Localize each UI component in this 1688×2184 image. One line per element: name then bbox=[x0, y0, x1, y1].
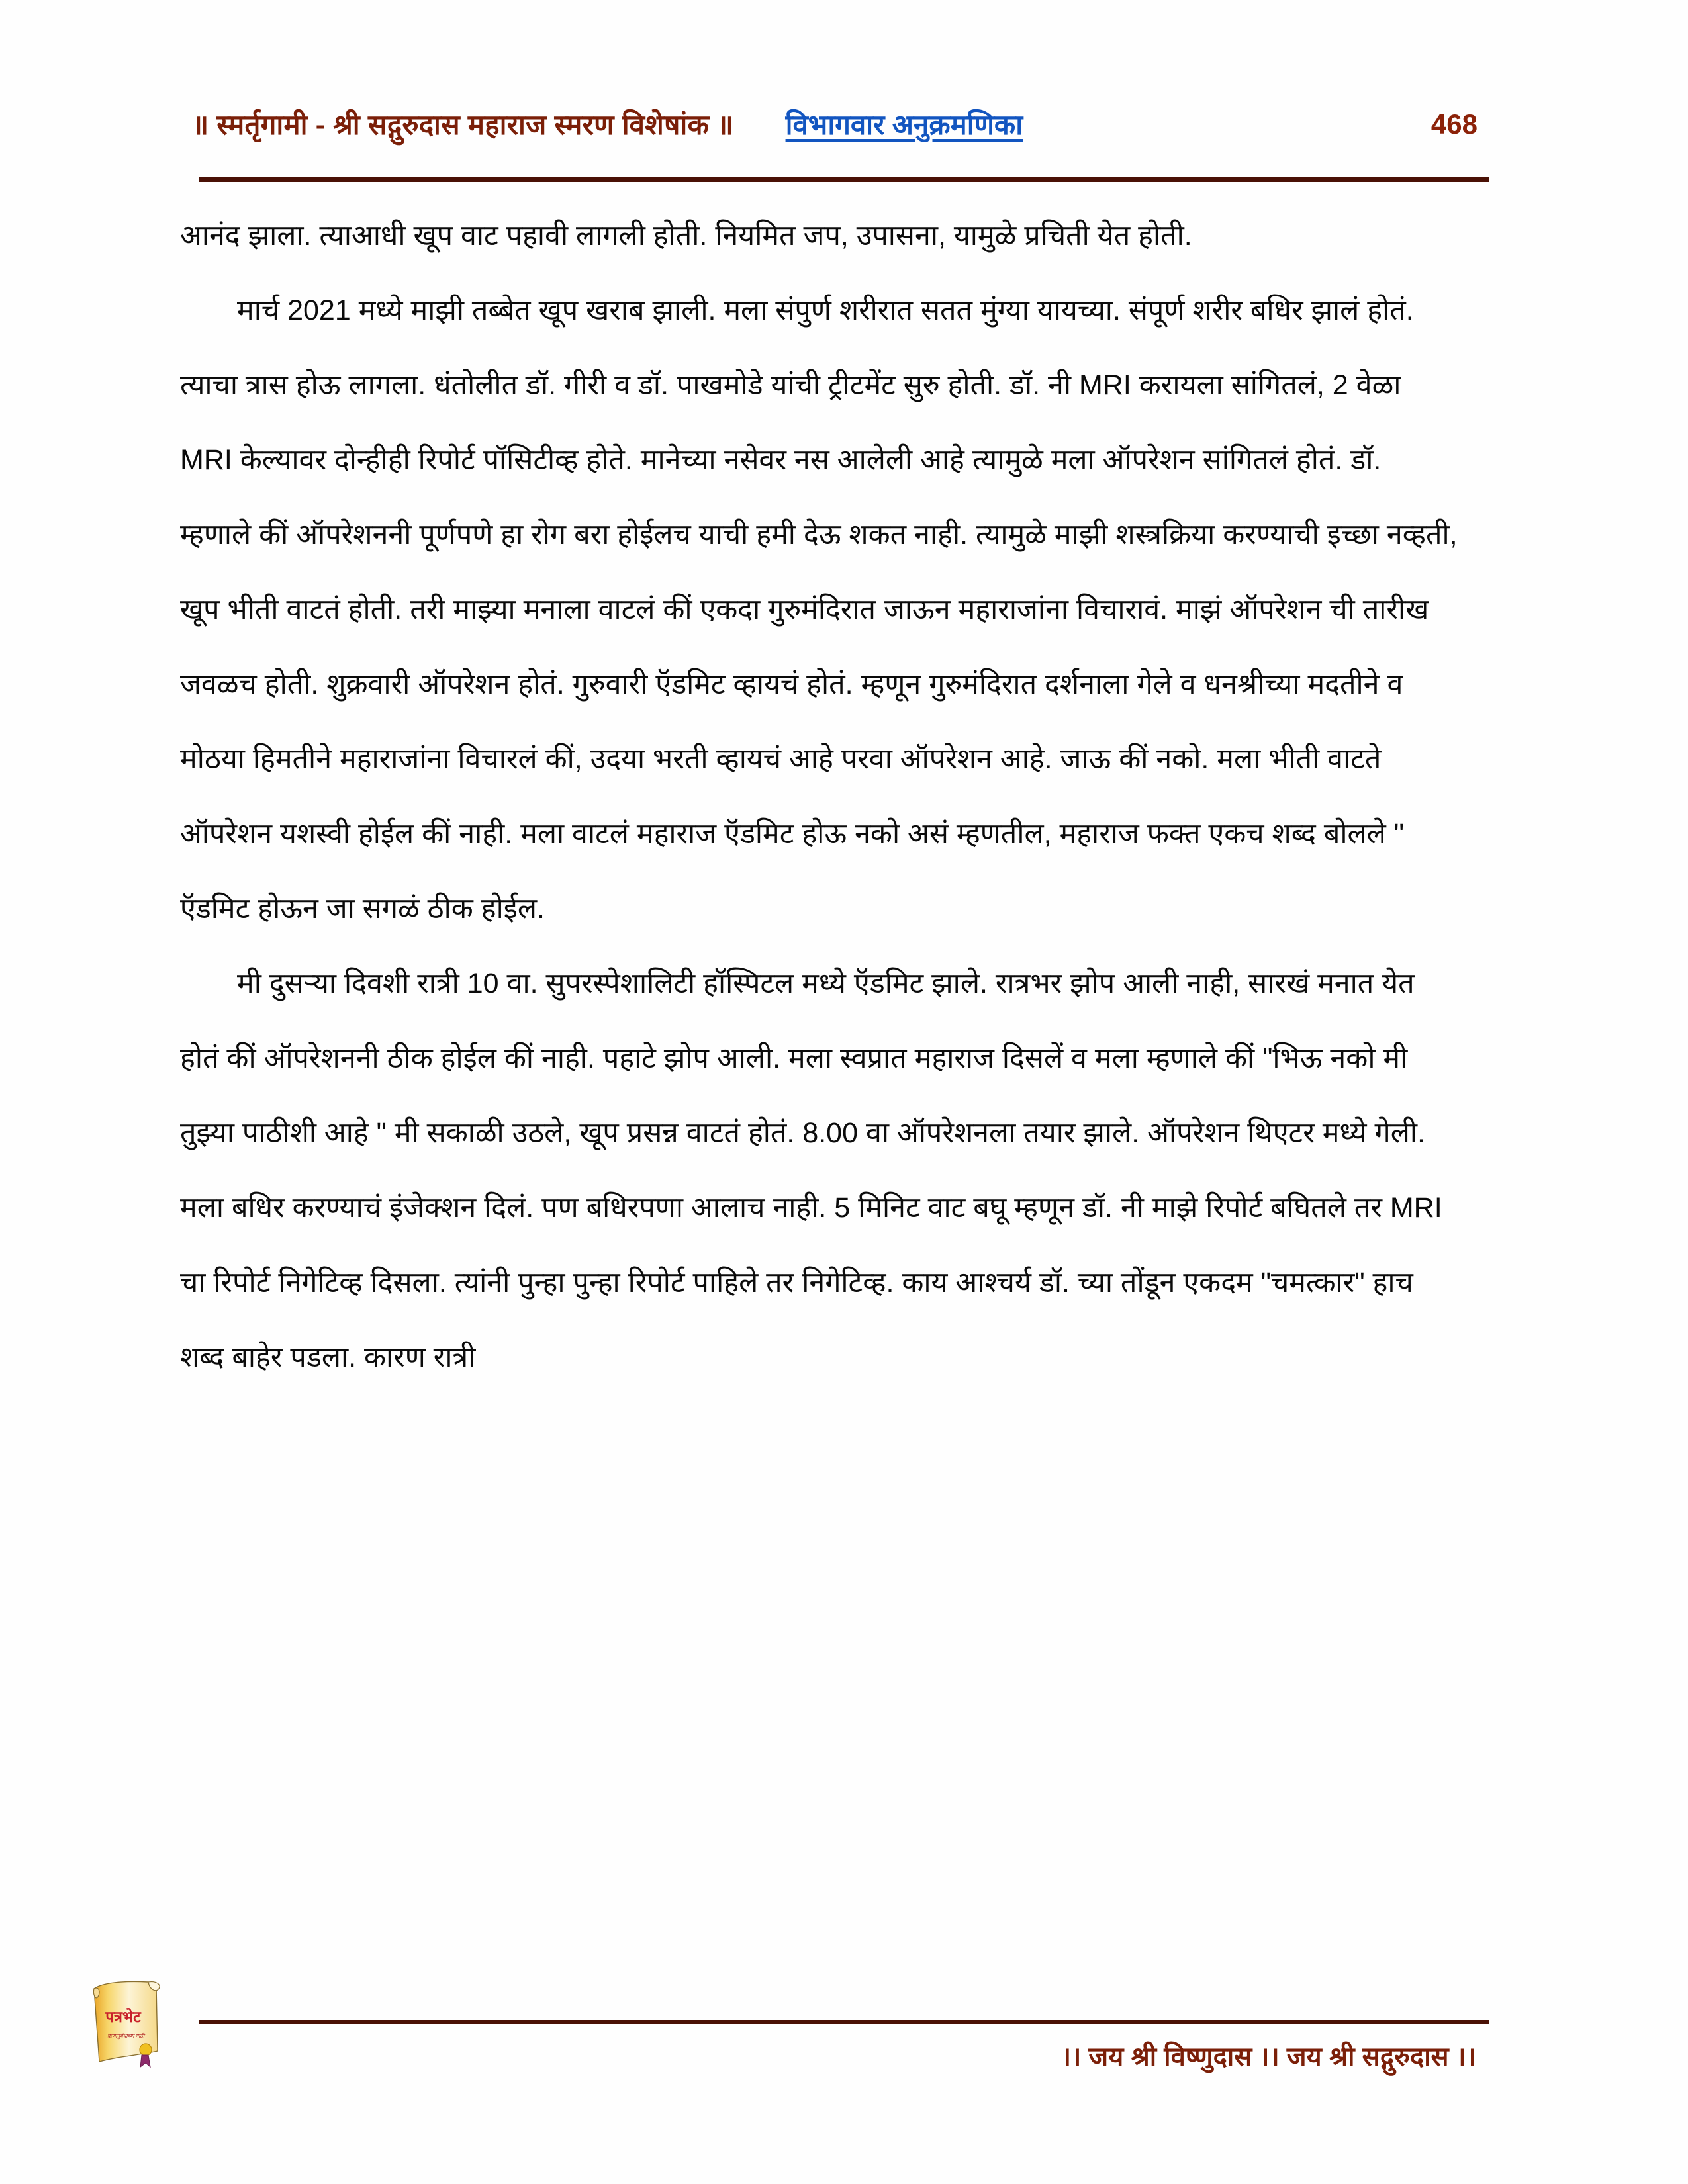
patrabhet-scroll-logo bbox=[85, 1969, 171, 2068]
logo-tagline: ऋणानुबंधाच्या गाठी bbox=[107, 2033, 145, 2039]
publication-title: ॥ स्मर्तृगामी - श्री सद्गुरुदास महाराज स्मरण विशेषांक ॥ bbox=[192, 109, 734, 140]
page-header bbox=[192, 93, 1489, 156]
index-link[interactable]: विभागवार अनुक्रमणिका bbox=[785, 109, 1023, 140]
ribbon-icon bbox=[140, 2055, 150, 2067]
footer-invocation: ।। जय श्री विष्णुदास ।। जय श्री सद्गुरुदास ।। bbox=[1061, 2042, 1476, 2071]
page-number: 468 bbox=[1430, 108, 1477, 140]
paragraph-1: आनंद झाला. त्याआधी खूप वाट पहावी लागली होती. नियमित जप, उपासना, यामुळे प्रचिती येत होती. bbox=[180, 220, 1192, 251]
seal-icon bbox=[140, 2044, 152, 2056]
scroll-icon bbox=[85, 1969, 171, 2068]
paragraph-3: मी दुसऱ्या दिवशी रात्री 10 वा. सुपरस्पेशालिटी हॉस्पिटल मध्ये ऍडमिट झाले. रात्रभर झोप आली नाही, सारखं मनात येत होतं कीं ऑपरेशननी ठीक होईल कीं नाही. पहाटे झोप आली. मला स्वप्रात महाराज दिसलें व मला म्हणाले कीं "भिऊ नको मी तुझ्या पाठीशी आहे " मी सकाळी उठले, खूप प्रसन्न वाटतं होतं. 8.00 वा ऑपरेशनला तयार झाले. ऑपरेशन थिएटर मध्ये गेली. मला बधिर करण्याचं इंजेक्शन दिलं. पण बधिरपणा आलाच नाही. 5 मिनिट वाट बघू म्हणून डॉ. नी माझे रिपोर्ट बघितले तर MRI चा रिपोर्ट निगेटिव्ह दिसला. त्यांनी पुन्हा पुन्हा रिपोर्ट पाहिले तर निगेटिव्ह. काय आश्चर्य डॉ. च्या तोंडून एकदम "चमत्कार" हाच शब्द बाहेर पडला. कारण रात्री bbox=[180, 968, 1442, 1373]
footer-divider bbox=[199, 2020, 1489, 2024]
paragraph-2: मार्च 2021 मध्ये माझी तब्बेत खूप खराब झाली. मला संपुर्ण शरीरात सतत मुंग्या यायच्या. संपूर्ण शरीर बधिर झालं होतं. त्याचा त्रास होऊ लागला. धंतोलीत डॉ. गीरी व डॉ. पाखमोडे यांची ट्रीटमेंट सुरु होती. डॉ. नी MRI करायला सांगितलं, 2 वेळा MRI केल्यावर दोन्हीही रिपोर्ट पॉसिटीव्ह होते. मानेच्या नसेवर नस आलेली आहे त्यामुळे मला ऑपरेशन सांगितलं होतं. डॉ. म्हणाले कीं ऑपरेशननी पूर्णपणे हा रोग बरा होईलच याची हमी देऊ शकत नाही. त्यामुळे माझी शस्त्रक्रिया करण्याची इच्छा नव्हती, खूप भीती वाटतं होती. तरी माझ्या मनाला वाटलं कीं एकदा गुरुमंदिरात जाऊन महाराजांना विचारावं. माझं ऑपरेशन ची तारीख जवळच होती. शुक्रवारी ऑपरेशन होतं. गुरुवारी ऍडमिट व्हायचं होतं. म्हणून गुरुमंदिरात दर्शनाला गेले व धनश्रीच्या मदतीने व मोठया हिमतीने महाराजांना विचारलं कीं, उदया भरती व्हायचं आहे परवा ऑपरेशन आहे. जाऊ कीं नको. मला भीती वाटते ऑपरेशन यशस्वी होईल कीं नाही. मला वाटलं महाराज ऍडमिट होऊ नको असं म्हणतील, महाराज फक्त एकच शब्द बोलले " ऍडमिट होऊन जा सगळं ठीक होईल. bbox=[180, 295, 1458, 925]
body-content bbox=[180, 199, 1458, 1395]
header-divider bbox=[199, 177, 1489, 182]
logo-word: पत्रभेट bbox=[105, 2008, 141, 2025]
